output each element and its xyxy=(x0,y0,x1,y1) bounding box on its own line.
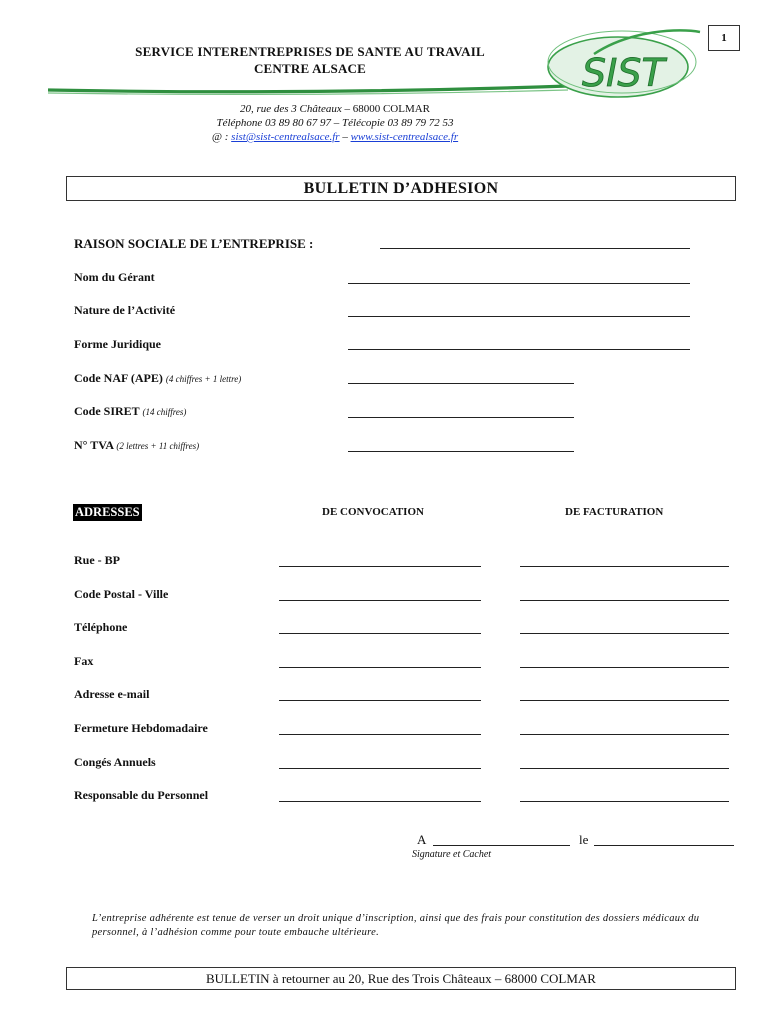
convocation-field[interactable] xyxy=(279,566,481,567)
address-city: 68000 COLMAR xyxy=(352,103,431,115)
facturation-field[interactable] xyxy=(520,667,729,668)
facturation-field[interactable] xyxy=(520,566,729,567)
signature-date-field[interactable] xyxy=(594,845,734,846)
address-row-label: Code Postal - Ville xyxy=(74,586,169,601)
address-row-label: Fax xyxy=(74,653,94,668)
tva-text: N° TVA xyxy=(74,438,114,452)
nature-activite-field[interactable] xyxy=(348,316,690,317)
code-siret-hint: (14 chiffres) xyxy=(142,407,187,417)
forme-juridique-label: Forme Juridique xyxy=(74,337,161,351)
logo-text: SIST xyxy=(582,51,665,95)
signature-place-field[interactable] xyxy=(433,845,570,846)
web-line xyxy=(100,131,570,143)
code-siret-label xyxy=(74,404,186,419)
facturation-field[interactable] xyxy=(520,734,729,735)
form-title: BULLETIN D’ADHESION xyxy=(66,176,736,201)
convocation-field[interactable] xyxy=(279,734,481,735)
org-name-line1: SERVICE INTERENTREPRISES DE SANTE AU TRAVAIL xyxy=(135,44,485,59)
facturation-field[interactable] xyxy=(520,700,729,701)
facturation-field[interactable] xyxy=(520,600,729,601)
facturation-field[interactable] xyxy=(520,768,729,769)
raison-sociale-label: RAISON SOCIALE DE L’ENTREPRISE : xyxy=(74,236,314,251)
code-naf-field[interactable] xyxy=(348,383,574,384)
page-number: 1 xyxy=(708,25,740,51)
facturation-field[interactable] xyxy=(520,801,729,802)
signature-a-label: A xyxy=(417,832,427,847)
return-address-footer: BULLETIN à retourner au 20, Rue des Trois Châteaux – 68000 COLMAR xyxy=(66,967,736,990)
address-row-label: Téléphone xyxy=(74,620,128,635)
convocation-field[interactable] xyxy=(279,801,481,802)
membership-note: L’entreprise adhérente est tenue de verser un droit unique d’inscription, ainsi que des frais pour constitution des dossiers médicaux du personnel, à l’adhésion comme pour toute embauche ultérieure. xyxy=(92,913,700,938)
tva-hint: (2 lettres + 11 chiffres) xyxy=(116,441,200,451)
address-street: 20, rue des 3 Châteaux – xyxy=(239,103,350,115)
col-facturation: DE FACTURATION xyxy=(565,506,664,518)
phone-fax-line: Téléphone 03 89 80 67 97 – Télécopie 03 89 79 72 53 xyxy=(216,117,454,129)
org-name-line2: CENTRE ALSACE xyxy=(253,61,367,76)
link-separator: – xyxy=(342,131,348,143)
raison-sociale-field[interactable] xyxy=(380,248,690,249)
addresses-heading: ADRESSES xyxy=(75,505,140,519)
tva-field[interactable] xyxy=(348,451,574,452)
address-row-label: Fermeture Hebdomadaire xyxy=(74,721,208,735)
address-row-label: Adresse e-mail xyxy=(74,687,150,702)
convocation-field[interactable] xyxy=(279,600,481,601)
website-link[interactable]: www.sist-centrealsace.fr xyxy=(350,131,459,143)
convocation-field[interactable] xyxy=(279,700,481,701)
code-naf-hint: (4 chiffres + 1 lettre) xyxy=(165,374,242,384)
tva-label xyxy=(74,438,199,453)
col-convocation: DE CONVOCATION xyxy=(322,506,424,518)
header-rule xyxy=(48,82,568,96)
address-row-label: Rue - BP xyxy=(74,553,120,567)
convocation-field[interactable] xyxy=(279,667,481,668)
code-naf-text: Code NAF (APE) xyxy=(74,371,163,385)
address-line xyxy=(100,103,570,115)
email-prefix: @ : xyxy=(211,131,229,143)
signature-caption: Signature et Cachet xyxy=(412,849,492,860)
convocation-field[interactable] xyxy=(279,633,481,634)
sist-logo xyxy=(540,20,710,100)
code-naf-label xyxy=(74,371,241,386)
address-row-label: Responsable du Personnel xyxy=(74,788,209,803)
convocation-field[interactable] xyxy=(279,768,481,769)
nom-gerant-label: Nom du Gérant xyxy=(74,270,155,284)
facturation-field[interactable] xyxy=(520,633,729,634)
nom-gerant-field[interactable] xyxy=(348,283,690,284)
signature-le-label: le xyxy=(579,832,589,847)
email-link[interactable]: sist@sist-centrealsace.fr xyxy=(231,131,340,143)
address-row-label: Congés Annuels xyxy=(74,754,156,769)
code-siret-field[interactable] xyxy=(348,417,574,418)
code-siret-text: Code SIRET xyxy=(74,404,140,418)
forme-juridique-field[interactable] xyxy=(348,349,690,350)
nature-activite-label: Nature de l’Activité xyxy=(74,303,176,317)
